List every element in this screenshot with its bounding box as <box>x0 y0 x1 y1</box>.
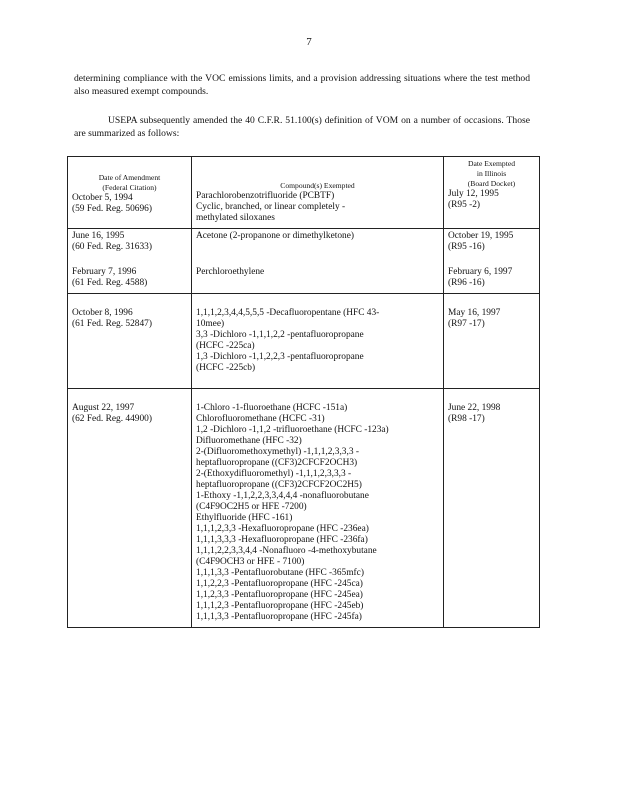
cell-amendment <box>68 389 192 628</box>
page-number: 7 <box>306 36 312 48</box>
compound-line: 1,1,1,2,3,3 -Hexafluoropropane (HFC -236ea) <box>196 524 369 534</box>
cell-amendment <box>68 294 192 389</box>
line: methylated siloxanes <box>196 213 275 223</box>
cell-illinois <box>444 229 540 294</box>
compound-line: 1,1,2,3,3 -Pentafluoropropane (HFC -245ea) <box>196 590 363 600</box>
line: (62 Fed. Reg. 44900) <box>72 414 152 424</box>
line: October 19, 1995 <box>448 231 514 241</box>
cell-compounds <box>192 294 444 389</box>
line: (59 Fed. Reg. 50696) <box>72 204 152 214</box>
compound-line: 1,1,2,2,3 -Pentafluoropropane (HFC -245ca) <box>196 579 363 589</box>
line: August 22, 1997 <box>72 403 135 413</box>
line: 1,3 -Dichloro -1,1,2,2,3 -pentafluoropropane <box>196 352 364 362</box>
line: Perchloroethylene <box>196 267 265 277</box>
line: (R95 -2) <box>448 200 481 210</box>
header-line: Date of Amendment <box>98 173 161 182</box>
compound-line: 1-Ethoxy -1,1,2,2,3,3,4,4,4 -nonafluorobutane <box>196 491 369 501</box>
line: May 16, 1997 <box>448 308 501 318</box>
header-line: in Illinois <box>476 169 507 178</box>
compound-line: Difluoromethane (HFC -32) <box>196 436 302 446</box>
header-compounds <box>196 181 439 191</box>
line: October 8, 1996 <box>72 308 133 318</box>
intro-paragraph: determining compliance with the VOC emissions limits, and a provision addressing situations where the test method also measured exempt compounds. <box>74 73 530 97</box>
header-date-illinois <box>448 159 535 189</box>
line: February 6, 1997 <box>448 267 513 277</box>
line: (R98 -17) <box>448 414 485 424</box>
compound-line: 1,2 -Dichloro -1,1,2 -trifluoroethane (HCFC -123a) <box>196 425 389 435</box>
line: (R96 -16) <box>448 278 485 288</box>
header-line: Compound(s) Exempted <box>280 181 355 190</box>
table-row <box>68 157 540 229</box>
cell-amendment <box>68 229 192 294</box>
header-line: (Federal Citation) <box>102 183 157 192</box>
line: 3,3 -Dichloro -1,1,1,2,2 -pentafluoropropane <box>196 330 364 340</box>
line: (HCFC -225ca) <box>196 341 255 351</box>
compound-line: 1,1,1,3,3 -Pentafluorobutane (HFC -365mfc) <box>196 568 364 578</box>
compound-line: heptafluoropropane ((CF3)2CFCF2OC2H5) <box>196 480 362 490</box>
header-date-amendment <box>72 173 187 193</box>
cell-illinois <box>444 157 540 229</box>
compound-line: 1,1,1,3,3,3 -Hexafluoropropane (HFC -236fa) <box>196 535 368 545</box>
compound-line: Chlorofluoromethane (HCFC -31) <box>196 414 325 424</box>
table-row <box>68 294 540 389</box>
line: Parachlorobenzotrifluoride (PCBTF) <box>196 191 335 201</box>
line: (R97 -17) <box>448 319 485 329</box>
compound-line: Ethylfluoride (HFC -161) <box>196 513 293 523</box>
line: (60 Fed. Reg. 31633) <box>72 242 152 252</box>
compound-line: 2-(Difluoromethoxymethyl) -1,1,1,2,3,3,3 - <box>196 447 359 457</box>
vom-exemption-table <box>67 156 540 628</box>
header-line: Date Exempted <box>467 159 516 168</box>
compound-line: heptafluoropropane ((CF3)2CFCF2OCH3) <box>196 458 358 468</box>
summary-paragraph: USEPA subsequently amended the 40 C.F.R. 51.100(s) definition of VOM on a number of occasions. Those are summarized as follows: <box>74 115 530 139</box>
compound-line: 2-(Ethoxydifluoromethyl) -1,1,1,2,3,3,3 - <box>196 469 352 479</box>
header-line: (Board Docket) <box>467 179 516 188</box>
table-row <box>68 389 540 628</box>
cell-amendment <box>68 157 192 229</box>
compound-line: 1,1,1,3,3 -Pentafluoropropane (HFC -245fa) <box>196 612 362 622</box>
line: (HCFC -225cb) <box>196 363 256 373</box>
compound-line: (C4F9OC2H5 or HFE -7200) <box>196 502 307 512</box>
line: October 5, 1994 <box>72 193 133 203</box>
compound-line: (C4F9OCH3 or HFE - 7100) <box>196 557 305 567</box>
cell-compounds <box>192 157 444 229</box>
cell-illinois <box>444 294 540 389</box>
cell-compounds <box>192 389 444 628</box>
compound-line: 1,1,1,2,2,3,3,4,4 -Nonafluoro -4-methoxybutane <box>196 546 377 556</box>
line: 10mee) <box>196 319 225 329</box>
cell-illinois <box>444 389 540 628</box>
cell-compounds <box>192 229 444 294</box>
line: (61 Fed. Reg. 52847) <box>72 319 152 329</box>
line: Cyclic, branched, or linear completely - <box>196 202 346 212</box>
line: (61 Fed. Reg. 4588) <box>72 278 148 288</box>
compound-line: 1-Chloro -1-fluoroethane (HCFC -151a) <box>196 403 348 413</box>
line: February 7, 1996 <box>72 267 137 277</box>
table-row <box>68 229 540 294</box>
compound-line: 1,1,1,2,3 -Pentafluoropropane (HFC -245eb) <box>196 601 364 611</box>
line: (R95 -16) <box>448 242 485 252</box>
line: 1,1,1,2,3,4,4,5,5,5 -Decafluoropentane (HFC 43- <box>196 308 380 318</box>
line: Acetone (2-propanone or dimethylketone) <box>196 231 355 241</box>
line: July 12, 1995 <box>448 189 499 199</box>
line: June 16, 1995 <box>72 231 125 241</box>
line: June 22, 1998 <box>448 403 501 413</box>
